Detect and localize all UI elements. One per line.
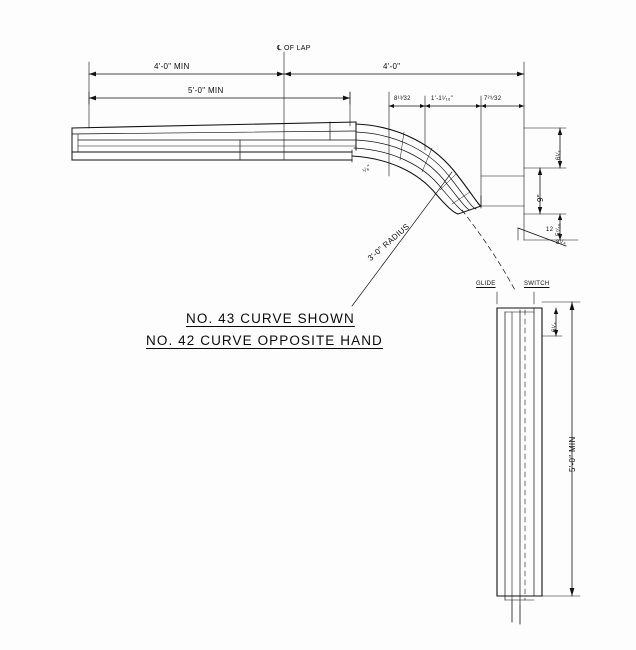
- label-dim-5-7-16: 5⁷⁄₁₆: [556, 223, 562, 236]
- glide-path-dashed: [462, 210, 516, 292]
- label-radius: 3'-0" RADIUS: [366, 221, 412, 263]
- label-dim-6-1-4: 6¹⁄₄: [552, 322, 558, 332]
- label-dim-5-0-min-vert: 5'-0" MIN: [568, 436, 577, 472]
- label-dim-7-29-32: 7²⁹⁄32: [484, 96, 502, 102]
- label-glide: GLIDE: [476, 281, 496, 287]
- label-dim-6-1-2: 6¹⁄₂: [556, 150, 562, 160]
- label-dim-9: 9": [536, 194, 545, 202]
- label-switch: SWITCH: [524, 281, 550, 287]
- rail-top-edge: [72, 122, 356, 128]
- label-dim-4-0-min: 4'-0" MIN: [154, 62, 190, 71]
- label-dim-5-0-min: 5'-0" MIN: [188, 86, 224, 95]
- rail-line-2: [72, 131, 356, 134]
- title-line-2: NO. 42 CURVE OPPOSITE HAND: [146, 333, 383, 348]
- radius-leader: [352, 172, 452, 306]
- label-dim-12: 12: [546, 227, 554, 233]
- label-dim-8-13-32: 8¹³⁄32: [394, 96, 411, 102]
- label-dim-1-8: ¹⁄₈": [362, 164, 373, 175]
- label-dim-1-1-16: 1'-1¹⁄₁₆": [431, 96, 454, 102]
- curve-line-4: [354, 148, 464, 212]
- label-dim-8-1-4: 8¹⁄₄: [556, 240, 566, 246]
- label-dim-4-0: 4'-0": [383, 62, 401, 71]
- title-line-1: NO. 43 CURVE SHOWN: [186, 311, 355, 326]
- label-center-of-lap: ℄ OF LAP: [277, 45, 311, 52]
